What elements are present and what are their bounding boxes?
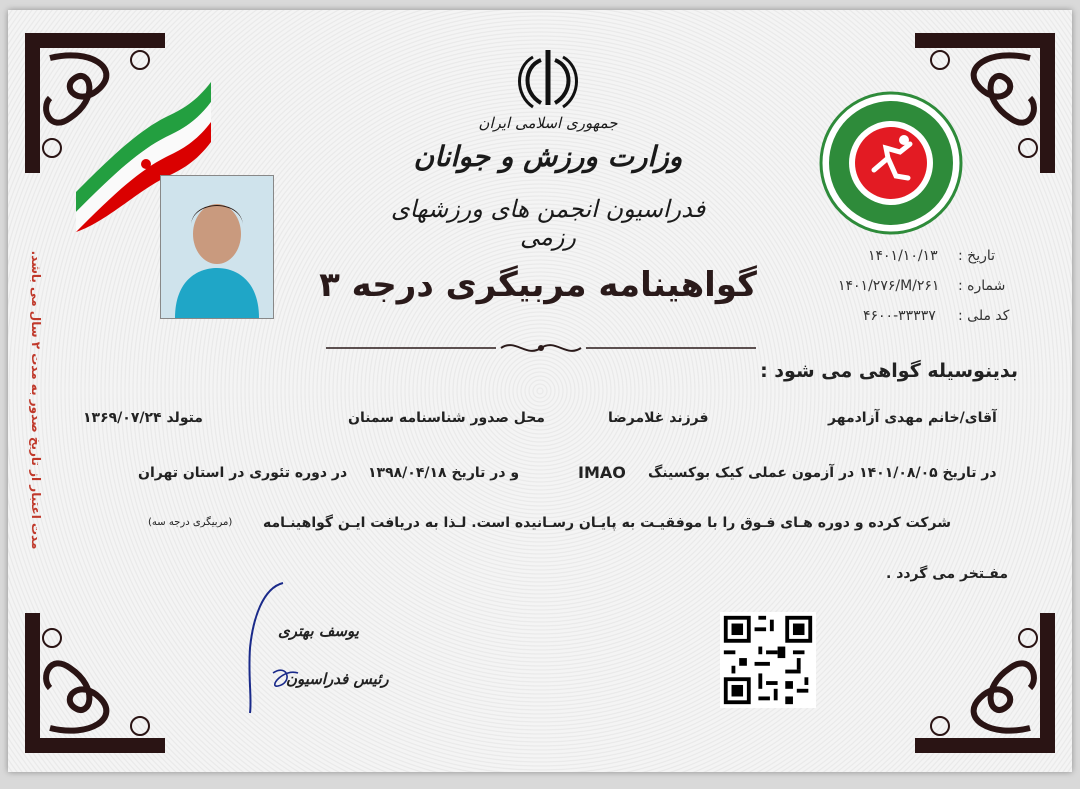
name-value: مهدی آزادمهر [828, 410, 924, 426]
closing-text: مفـتخر می گردد . [886, 566, 1009, 582]
national-id-label: کد ملی : [958, 308, 1010, 324]
date-label: تاریخ : [958, 248, 996, 264]
exam-date-text: در تاریخ ۱۴۰۱/۰۸/۰۵ در آزمون عملی کیک بوکسینگ [648, 465, 997, 481]
issue-label: محل صدور شناسنامه [398, 410, 545, 426]
completion-text: شرکت کرده و دوره هـای فـوق را با موفقیـت به پایـان رسـانیده است. لـذا به دریافت ایـن گواهینـامه [263, 515, 952, 531]
iran-emblem-icon [513, 45, 583, 110]
completion-note: (مربیگری درجه سه) [148, 517, 233, 528]
holder-photo [160, 175, 274, 319]
birth-value: ۱۳۶۹/۰۷/۲۴ [83, 410, 162, 426]
theory-place-text: در دوره تئوری در استان تهران [138, 465, 348, 481]
ornament-corner-bottom-left [20, 608, 170, 758]
ornament-corner-bottom-right [910, 608, 1060, 758]
federation-seal-icon [816, 88, 966, 238]
intro-text: بدینوسیله گواهی می شود : [760, 360, 1018, 382]
number-label: شماره : [958, 278, 1006, 294]
qr-code [720, 612, 816, 708]
signature-image [238, 578, 388, 718]
title-divider [326, 338, 756, 358]
birth-date [83, 410, 203, 426]
signer-title: رئیس فدراسیون [286, 670, 389, 688]
father-value: غلامرضا [608, 410, 665, 426]
holder-name [828, 410, 997, 426]
national-id-value: ۴۶۰۰-۳۳۳۳۷ [863, 308, 936, 324]
issue-value: سمنان [348, 410, 395, 426]
validity-note [22, 250, 50, 550]
certificate-title: گواهینامه مربیگری درجه ۳ [319, 265, 757, 305]
federation-name: فدراسیون انجمن های ورزشهای رزمی [390, 195, 706, 251]
theory-date-text: و در تاریخ ۱۳۹۸/۰۴/۱۸ [368, 465, 520, 481]
country-name: جمهوری اسلامی ایران [478, 114, 618, 132]
father-label: فرزند [669, 410, 709, 426]
certificate [8, 10, 1072, 772]
father-name [608, 410, 709, 426]
exam-org: IMAO [578, 463, 626, 482]
birth-label: متولد [166, 410, 203, 426]
date-value: ۱۴۰۱/۱۰/۱۳ [868, 248, 938, 264]
signer-name: یوسف بهتری [278, 622, 359, 640]
validity-note-text: مدت اعتبار از تاریخ صدور به مدت ۲ سال می باشد. [29, 250, 43, 550]
number-value: ۱۴۰۱/۲۷۶/M/۲۶۱ [838, 278, 940, 294]
ministry-name: وزارت ورزش و جوانان [413, 140, 683, 173]
issue-place [348, 410, 545, 426]
name-label: آقای/خانم [928, 410, 997, 426]
